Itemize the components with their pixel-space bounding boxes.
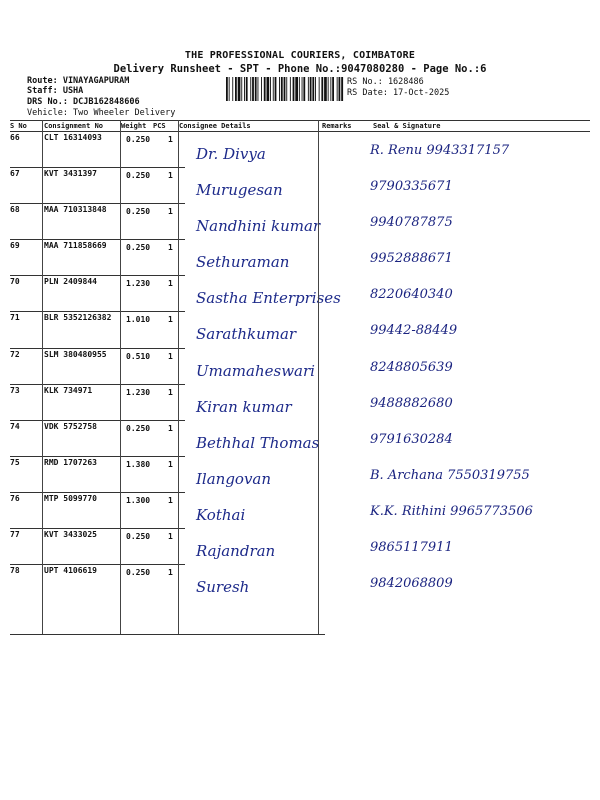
row-consignment-no: PLN 2409844 [44,277,97,286]
runsheet-subtitle: Delivery Runsheet - SPT - Phone No.:9047080280 - Page No.:6 [113,63,487,75]
row-weight: 1.230 [126,279,151,288]
header-bottom-border [10,131,590,132]
row-sno: 70 [10,277,20,286]
row-divider [10,492,185,493]
row-sno: 78 [10,566,20,575]
vline-cons [120,120,121,634]
row-pcs: 1 [168,171,173,180]
row-pcs: 1 [168,207,173,216]
row-consignee-name: Murugesan [196,181,283,199]
row-sno: 66 [10,133,20,142]
row-weight: 0.250 [126,207,151,216]
row-signature: 8220640340 [370,287,453,302]
row-signature: R. Renu 9943317157 [370,143,510,158]
row-pcs: 1 [168,279,173,288]
row-consignee-name: Suresh [196,578,250,596]
vline-weight [178,120,179,634]
row-pcs: 1 [168,424,173,433]
row-weight: 1.300 [126,496,151,505]
row-sno: 67 [10,169,20,178]
vline-sno [42,120,43,634]
row-consignment-no: KLK 734971 [44,386,93,395]
col-weight: Weight [121,122,147,130]
row-weight: 0.250 [126,568,151,577]
barcode-image [226,77,344,101]
row-sno: 69 [10,241,20,250]
row-sno: 72 [10,350,20,359]
row-divider [10,456,185,457]
row-sno: 74 [10,422,20,431]
col-sno: S No [10,122,27,130]
route-label: Route: VINAYAGAPURAM [27,76,130,86]
row-consignment-no: MAA 711858669 [44,241,107,250]
row-signature: B. Archana 7550319755 [370,468,530,483]
row-consignee-name: Umamaheswari [196,362,315,380]
row-pcs: 1 [168,532,173,541]
row-pcs: 1 [168,315,173,324]
row-consignee-name: Sastha Enterprises [196,289,341,307]
row-weight: 0.250 [126,171,151,180]
row-consignee-name: Sethuraman [196,253,290,271]
col-consignee: Consignee Details [179,122,251,130]
vline-consignee [318,120,319,634]
row-consignment-no: MAA 710313848 [44,205,107,214]
row-sno: 71 [10,313,20,322]
row-weight: 1.010 [126,315,151,324]
row-signature: 99442-88449 [370,323,458,338]
row-divider [10,311,185,312]
vehicle-label: Vehicle: Two Wheeler Delivery [27,108,176,118]
row-pcs: 1 [168,243,173,252]
row-weight: 1.380 [126,460,151,469]
row-weight: 1.230 [126,388,151,397]
row-divider [10,239,185,240]
row-signature: 9940787875 [370,215,453,230]
row-consignment-no: BLR 5352126382 [44,313,112,322]
row-consignment-no: KVT 3433025 [44,530,97,539]
row-signature: 9865117911 [370,540,453,555]
row-consignment-no: VDK 5752758 [44,422,97,431]
row-consignee-name: Ilangovan [196,470,272,488]
col-pcs: PCS [153,122,166,130]
row-sno: 68 [10,205,20,214]
staff-label: Staff: USHA [27,86,84,96]
row-weight: 0.250 [126,532,151,541]
row-consignment-no: RMD 1707263 [44,458,97,467]
row-signature: 9842068809 [370,576,453,591]
row-signature: K.K. Rithini 9965773506 [370,504,533,519]
row-divider [10,384,185,385]
row-divider [10,167,185,168]
row-consignment-no: SLM 380480955 [44,350,107,359]
rs-date: RS Date: 17-Oct-2025 [347,88,450,98]
row-weight: 0.250 [126,243,151,252]
row-consignee-name: Sarathkumar [196,325,297,343]
row-pcs: 1 [168,135,173,144]
row-sno: 75 [10,458,20,467]
row-pcs: 1 [168,388,173,397]
row-divider [10,420,185,421]
row-consignee-name: Kothai [196,506,246,524]
row-signature: 9790335671 [370,179,453,194]
table-top-border [10,120,590,121]
col-remarks: Remarks [322,122,352,130]
row-weight: 0.250 [126,135,151,144]
drs-number: DRS No.: DCJB162848606 [27,97,140,107]
row-sno: 76 [10,494,20,503]
row-signature: 9952888671 [370,251,453,266]
row-consignment-no: CLT 16314093 [44,133,102,142]
row-pcs: 1 [168,496,173,505]
row-consignment-no: KVT 3431397 [44,169,97,178]
row-consignee-name: Dr. Divya [196,145,266,163]
row-pcs: 1 [168,352,173,361]
row-pcs: 1 [168,460,173,469]
row-weight: 0.250 [126,424,151,433]
row-consignee-name: Bethhal Thomas [196,434,320,452]
table-bottom-border [10,634,325,635]
row-signature: 9791630284 [370,432,453,447]
row-divider [10,564,185,565]
col-seal: Seal & Signature [373,122,441,130]
row-sno: 73 [10,386,20,395]
row-signature: 8248805639 [370,360,453,375]
row-divider [10,275,185,276]
runsheet-table [10,120,590,640]
row-consignee-name: Kiran kumar [196,398,292,416]
col-consignment: Consignment No [44,122,104,130]
row-weight: 0.510 [126,352,151,361]
row-signature: 9488882680 [370,396,453,411]
row-consignment-no: MTP 5099770 [44,494,97,503]
rs-number: RS No.: 1628486 [347,77,424,87]
row-consignee-name: Rajandran [196,542,276,560]
row-consignee-name: Nandhini kumar [196,217,321,235]
row-pcs: 1 [168,568,173,577]
row-sno: 77 [10,530,20,539]
row-divider [10,528,185,529]
row-divider [10,348,185,349]
row-divider [10,203,185,204]
company-title: THE PROFESSIONAL COURIERS, COIMBATORE [184,50,416,61]
row-consignment-no: UPT 4106619 [44,566,97,575]
